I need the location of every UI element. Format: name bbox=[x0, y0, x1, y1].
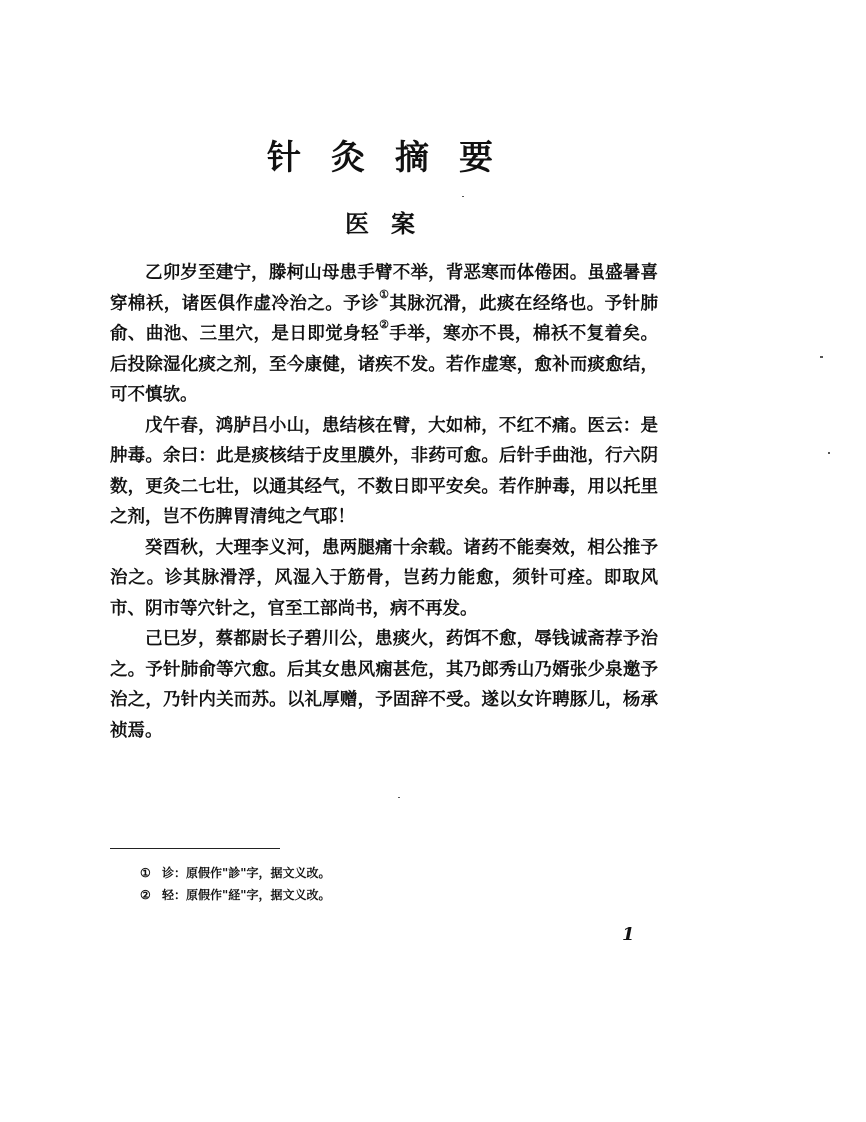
body-text bbox=[110, 258, 658, 746]
footnote-ref-2: ② bbox=[379, 318, 390, 331]
paragraph-text: 癸酉秋，大理李义河，患两腿痛十余载。诸药不能奏效，相公推予治之。诊其脉滑浮，风湿入于筋骨，岂药力能愈，须针可痊。即取风市、阴市等穴针之，官至工部尚书，病不再发。 bbox=[110, 537, 658, 619]
scan-speck bbox=[828, 452, 830, 454]
page-number: 1 bbox=[622, 924, 635, 945]
paragraph-text: 戊午春，鸿胪吕小山，患结核在臂，大如柿，不红不痛。医云：是肿毒。余曰：此是痰核结于皮里膜外，非药可愈。后针手曲池，行六阴数，更灸二七壮，以通其经气，不数日即平安矣。若作肿毒，用以托里之剂，岂不伤脾胃清纯之气耶！ bbox=[110, 415, 658, 527]
scan-speck bbox=[820, 356, 823, 358]
footnote-text: 诊：原假作"診"字，据文义改。 bbox=[162, 866, 331, 880]
case-paragraph-1 bbox=[110, 258, 658, 411]
case-paragraph-2 bbox=[110, 411, 658, 533]
paragraph-text: 手举，寒亦不畏，棉袄不复着矣。后投除湿化痰之剂，至今康健，诸疾不发。若作虚寒，愈补而痰愈结，可不慎欤。 bbox=[110, 324, 658, 405]
case-paragraph-4 bbox=[110, 624, 658, 746]
paragraph-text: 己巳岁，蔡都尉长子碧川公，患痰火，药饵不愈，辱钱诚斋荐予治之。予针肺俞等穴愈。后其女患风痫甚危，其乃郎秀山乃婿张少泉邀予治之，乃针内关而苏。以礼厚赠，予固辞不受。遂以女许聘豚儿，杨承祯焉。 bbox=[110, 629, 658, 741]
paragraph-text: 乙卯岁至建宁，滕柯山母患手臂不举，背恶寒而体倦困。虽盛暑喜穿棉袄，诸医俱作虚冷治之。予诊 bbox=[110, 263, 658, 314]
footnote-ref-1: ① bbox=[379, 287, 390, 301]
footnote-1 bbox=[140, 862, 640, 884]
footnote-mark: ② bbox=[140, 888, 151, 902]
paragraph-text: 其脉沉滑，此痰在经络也。予针肺俞、曲池、三里穴，是日即觉身轻 bbox=[110, 293, 658, 344]
footnotes bbox=[140, 862, 640, 906]
footnote-2 bbox=[140, 884, 640, 906]
footnote-mark: ① bbox=[140, 866, 151, 880]
page-title: 针灸摘要 bbox=[267, 138, 523, 178]
section-title: 医案 bbox=[345, 209, 437, 238]
case-paragraph-3 bbox=[110, 533, 658, 625]
scan-speck bbox=[398, 797, 400, 798]
footnote-divider bbox=[110, 848, 280, 849]
footnote-text: 轻：原假作"経"字，据文义改。 bbox=[162, 888, 331, 902]
scan-speck bbox=[462, 196, 464, 197]
